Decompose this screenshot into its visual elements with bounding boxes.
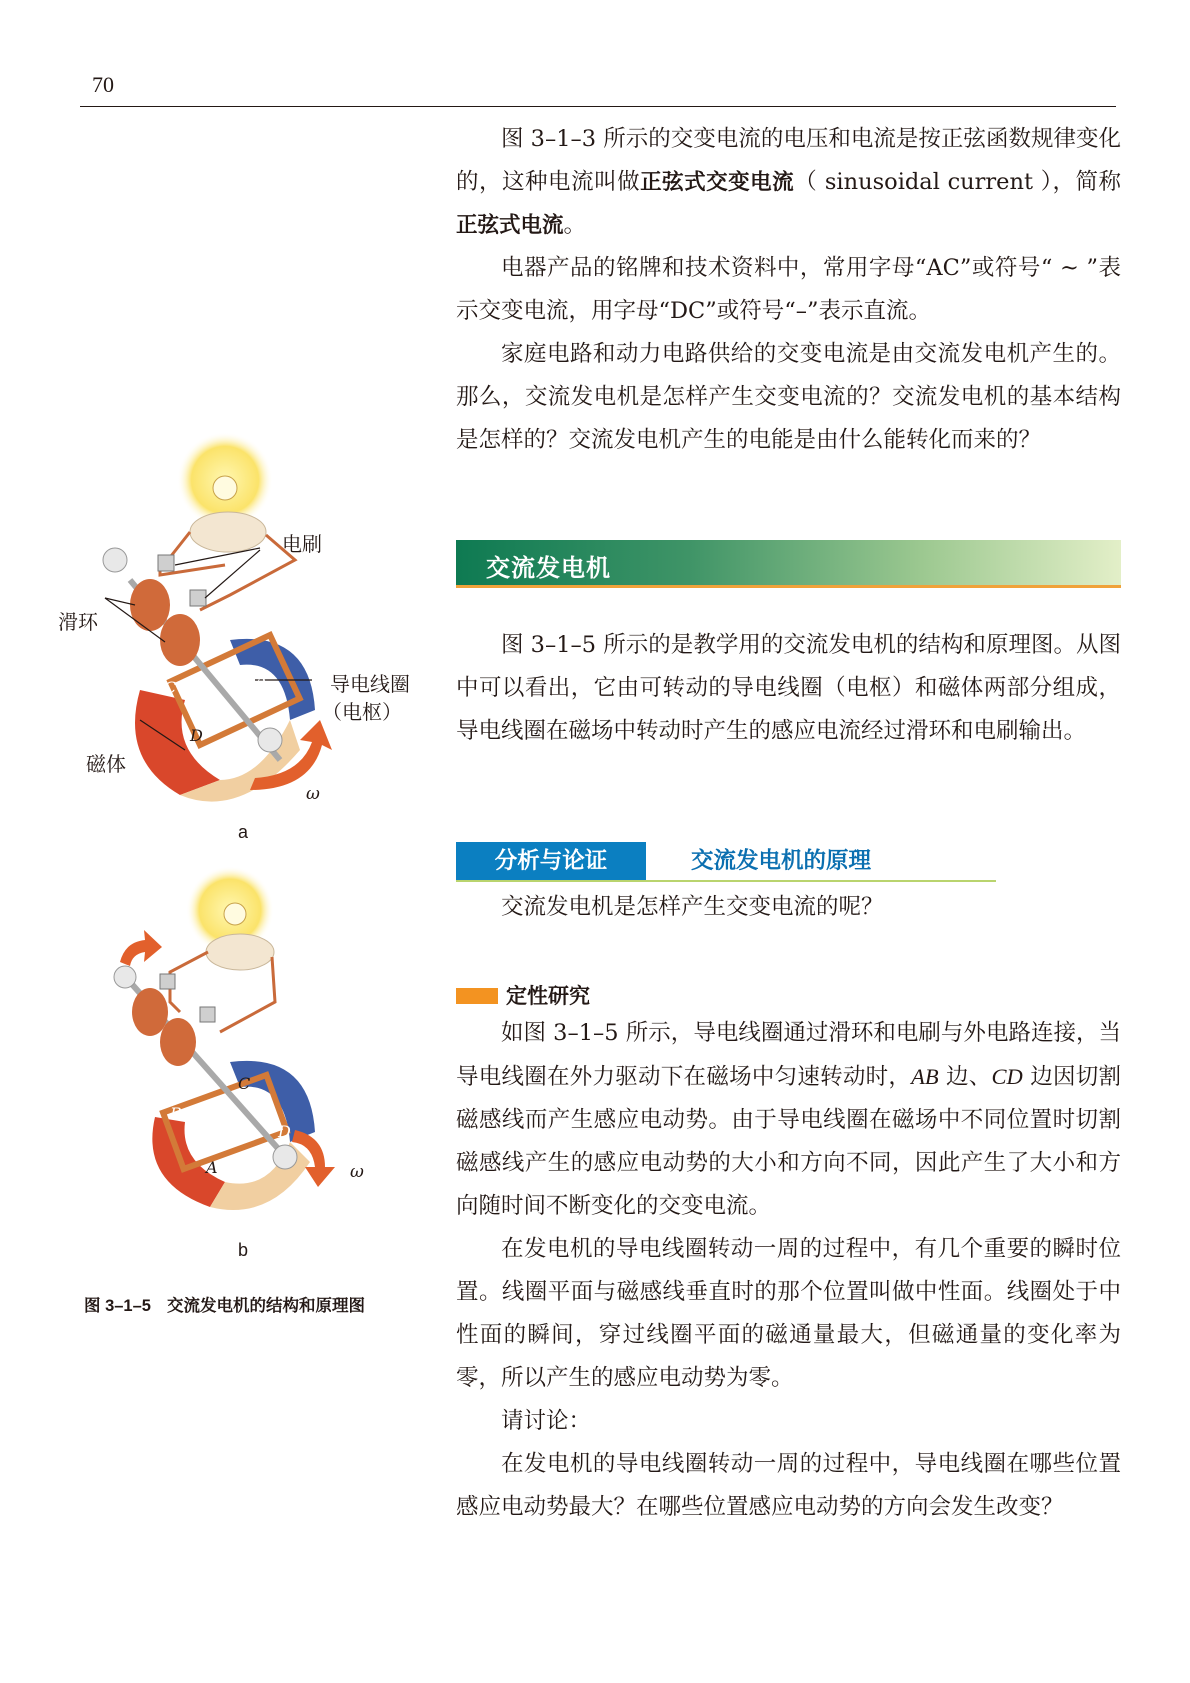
caption-number: 图 3–1–5 xyxy=(84,1297,151,1315)
letter-c: C xyxy=(164,678,177,697)
qualitative-heading-text: 定性研究 xyxy=(506,984,590,1008)
letter-c: C xyxy=(238,1074,251,1093)
end-knob xyxy=(258,728,282,752)
figure-b xyxy=(100,862,400,1222)
callout-armature: （电枢） xyxy=(322,700,402,724)
letter-d: D xyxy=(190,726,203,745)
analysis-title: 交流发电机的原理 xyxy=(691,848,872,874)
analysis-bar xyxy=(456,842,996,882)
heading-marker xyxy=(456,988,498,1004)
callout-coil: 导电线圈 xyxy=(330,672,410,696)
letter-a: A xyxy=(256,670,268,689)
letter-omega: ω xyxy=(350,1162,364,1182)
callout-magnet: 磁体 xyxy=(86,752,126,776)
lamp-base xyxy=(206,934,274,970)
slip-ring xyxy=(160,1018,196,1066)
qualitative-text xyxy=(456,1012,1121,1529)
intro-paragraph-3: 家庭电路和动力电路供给的交变电流是由交流发电机产生的。那么，交流发电机是怎样产生交变电流的？交流发电机的基本结构是怎样的？交流发电机产生的电能是由什么能转化而来的？ xyxy=(456,341,1121,453)
caption-text: 交流发电机的结构和原理图 xyxy=(166,1296,365,1315)
lamp-bulb xyxy=(213,476,237,500)
discuss-question: 在发电机的导电线圈转动一周的过程中，导电线圈在哪些位置感应电动势最大？在哪些位置感应电动势的方向会发生改变？ xyxy=(456,1451,1121,1520)
end-knob xyxy=(273,1145,297,1169)
slip-ring xyxy=(132,988,168,1036)
letter-b: B xyxy=(170,1104,182,1123)
intro-text xyxy=(456,118,1121,462)
intro-paragraph-2: 电器产品的铭牌和技术资料中，常用字母“AC”或符号“ ~ ”表示交变电流，用字母“DC”或符号“–”表示直流。 xyxy=(456,255,1121,324)
section-paragraph: 图 3–1–5 所示的是教学用的交流发电机的结构和原理图。从图中可以看出，它由可转动的导电线圈（电枢）和磁体两部分组成，导电线圈在磁场中转动时产生的感应电流经过滑环和电刷输出。 xyxy=(456,632,1121,744)
qualitative-paragraph-1: 如图 3–1–5 所示，导电线圈通过滑环和电刷与外电路连接，当导电线圈在外力驱动下在磁场中匀速转动时，AB 边、CD 边因切割磁感线而产生感应电动势。由于导电线圈在磁场中不同位置时切割磁感线产生的感应电动势的大小和方向不同，因此产生了大小和方向随时间不断变化的交变电流。 xyxy=(456,1020,1121,1219)
rotation-arrow xyxy=(120,930,162,966)
section-text xyxy=(456,624,1121,753)
wire xyxy=(170,952,208,1012)
brush xyxy=(200,1007,215,1022)
qualitative-paragraph-2: 在发电机的导电线圈转动一周的过程中，有几个重要的瞬时位置。线圈平面与磁感线垂直时的那个位置叫做中性面。线圈处于中性面的瞬间，穿过线圈平面的磁通量最大，但磁通量的变化率为零，所以产生的感应电动势为零。 xyxy=(456,1236,1121,1391)
end-knob xyxy=(103,548,127,572)
section-title: 交流发电机 xyxy=(486,554,611,582)
page-number: 70 xyxy=(92,72,114,97)
analysis-tag: 分析与论证 xyxy=(456,842,646,880)
brush xyxy=(190,590,206,606)
figure-caption xyxy=(84,1292,365,1316)
callout-slip-ring: 滑环 xyxy=(58,610,98,634)
brush xyxy=(160,974,175,989)
end-knob xyxy=(114,966,136,988)
callout-brush: 电刷 xyxy=(282,532,322,556)
letter-d: D xyxy=(278,1122,291,1141)
term-sinusoidal: 正弦式交变电流 xyxy=(640,170,795,195)
slip-ring xyxy=(130,579,170,631)
intro-paragraph-1: 图 3–1–3 所示的交变电流的电压和电流是按正弦函数规律变化的，这种电流叫做正弦式交变电流（ sinusoidal current ），简称正弦式电流。 xyxy=(456,126,1121,238)
slip-ring xyxy=(160,614,200,666)
letter-b: B xyxy=(212,610,224,629)
analysis-question: 交流发电机是怎样产生交变电流的呢？ xyxy=(501,894,884,920)
figure-a xyxy=(60,420,440,840)
lamp-base xyxy=(190,512,266,552)
term-sinusoidal-short: 正弦式电流 xyxy=(456,213,564,238)
generator-illustration-a xyxy=(60,420,440,840)
section-banner xyxy=(456,540,1121,588)
sublabel-b: b xyxy=(238,1240,249,1260)
letter-omega: ω xyxy=(306,784,320,804)
brush xyxy=(158,555,174,571)
discuss-label: 请讨论： xyxy=(501,1408,592,1434)
lamp-bulb xyxy=(224,903,246,925)
sublabel-a: a xyxy=(238,822,249,842)
header-rule xyxy=(80,106,1116,107)
letter-a: A xyxy=(206,1158,218,1177)
